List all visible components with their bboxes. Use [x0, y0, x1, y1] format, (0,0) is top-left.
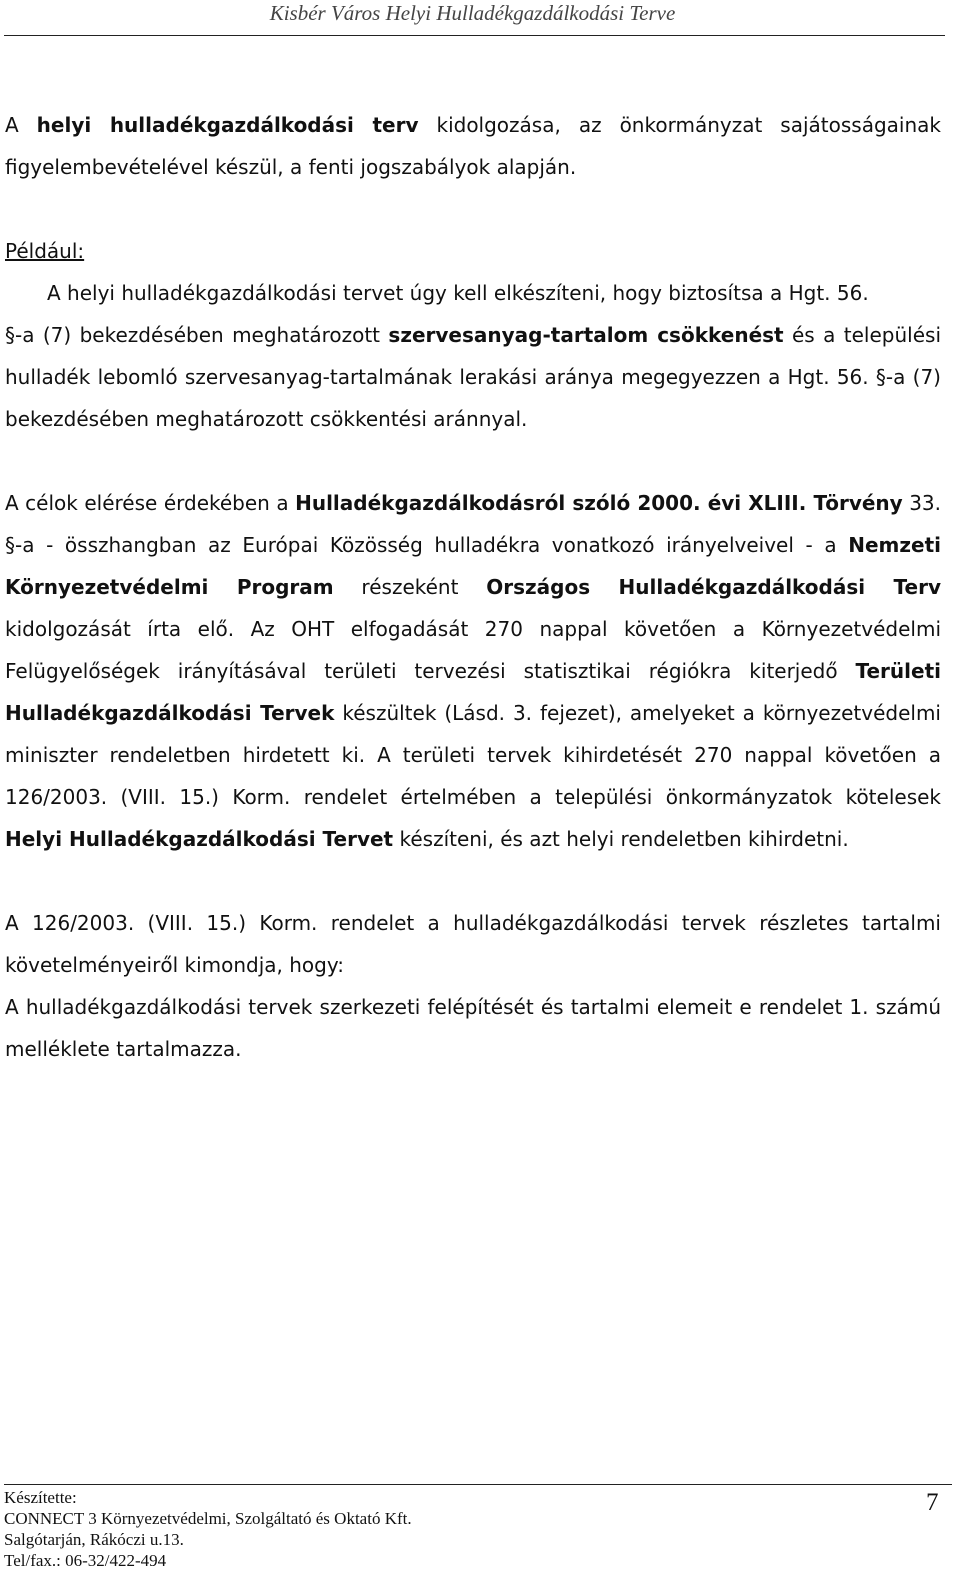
intro-text-1: A: [5, 113, 37, 137]
goals-text-5: készültek (Lásd. 3. fejezet), amelyeket a környezetvédelmi miniszter rendeletben hirdetett ki. A területi tervek kihirdetését 270 nappal követően a 126/2003. (VIII. 15.) Korm. rendelet értelmében a települési önkormányzatok kötelesek: [5, 701, 941, 809]
example-label-line: [5, 230, 941, 272]
goals-text-4: kidolgozását írta elő. Az OHT elfogadását 270 nappal követően a Környezetvédelmi Felügyelőségek irányításával területi tervezési statisztikai régiókra kiterjedő: [5, 617, 941, 683]
example-bold-term: szervesanyag-tartalom csökkenést: [388, 323, 784, 347]
footer-address: Salgótarján, Rákóczi u.13.: [4, 1530, 184, 1549]
intro-text-2: kidolgozása, az önkormányzat sajátosságainak figyelembevételével készül, a fenti jogszabályok alapján.: [5, 113, 941, 179]
example-text-1: §-a (7) bekezdésében meghatározott: [5, 323, 389, 347]
goals-text-2: 33. §-a - összhangban az Európai Közösség hulladékra vonatkozó irányelveivel - a: [5, 491, 942, 557]
paragraph-intro: [5, 104, 941, 188]
paragraph-spacer: [5, 860, 941, 902]
page-footer: [4, 1487, 944, 1571]
paragraph-goals: [5, 482, 941, 860]
footer-phone: Tel/fax.: 06-32/422-494: [4, 1551, 167, 1570]
footer-prepared-by: Készítette:: [4, 1488, 77, 1507]
example-label: Például:: [5, 239, 85, 263]
goals-bold-law: Hulladékgazdálkodásról szóló 2000. évi XLIII. Törvény: [295, 491, 903, 515]
intro-bold-term: helyi hulladékgazdálkodási terv: [36, 113, 419, 137]
decree-text: A 126/2003. (VIII. 15.) Korm. rendelet a hulladékgazdálkodási tervek részletes tartalmi követelményeiről kimondja, hogy:: [5, 911, 941, 977]
header-divider: [4, 35, 945, 36]
example-text-2: és a települési hulladék lebomló szervesanyag-tartalmának lerakási aránya megegyezzen a Hgt. 56. §-a (7) bekezdésében meghatározott csökkentési aránnyal.: [5, 323, 941, 431]
footer-company: CONNECT 3 Környezetvédelmi, Szolgáltató és Oktató Kft.: [4, 1509, 412, 1528]
goals-bold-program: Nemzeti Környezetvédelmi Program: [5, 533, 941, 599]
page-header-title: Kisbér Város Helyi Hulladékgazdálkodási Terve: [269, 1, 676, 25]
example-line-1: A helyi hulladékgazdálkodási tervet úgy kell elkészíteni, hogy biztosítsa a Hgt. 56.: [47, 281, 869, 305]
example-paragraph: [5, 314, 941, 440]
example-first-line: [5, 272, 941, 314]
paragraph-decree: [5, 902, 941, 986]
paragraph-spacer: [5, 440, 941, 482]
goals-text-6: készíteni, és azt helyi rendeletben kihirdetni.: [393, 827, 849, 851]
page-number: 7: [926, 1489, 939, 1516]
annex-text: A hulladékgazdálkodási tervek szerkezeti felépítését és tartalmi elemeit e rendelet 1. számú melléklete tartalmazza.: [5, 995, 941, 1061]
document-body: [5, 104, 941, 1070]
goals-bold-regional-plans: Területi Hulladékgazdálkodási Tervek: [5, 659, 941, 725]
paragraph-spacer: [5, 188, 941, 230]
goals-bold-local-plan: Helyi Hulladékgazdálkodási Tervet: [5, 827, 394, 851]
goals-text-1: A célok elérése érdekében a: [5, 491, 296, 515]
goals-bold-national-plan: Országos Hulladékgazdálkodási Terv: [486, 575, 942, 599]
goals-text-3: részeként: [333, 575, 487, 599]
footer-divider: [4, 1484, 952, 1485]
paragraph-annex: [5, 986, 941, 1070]
